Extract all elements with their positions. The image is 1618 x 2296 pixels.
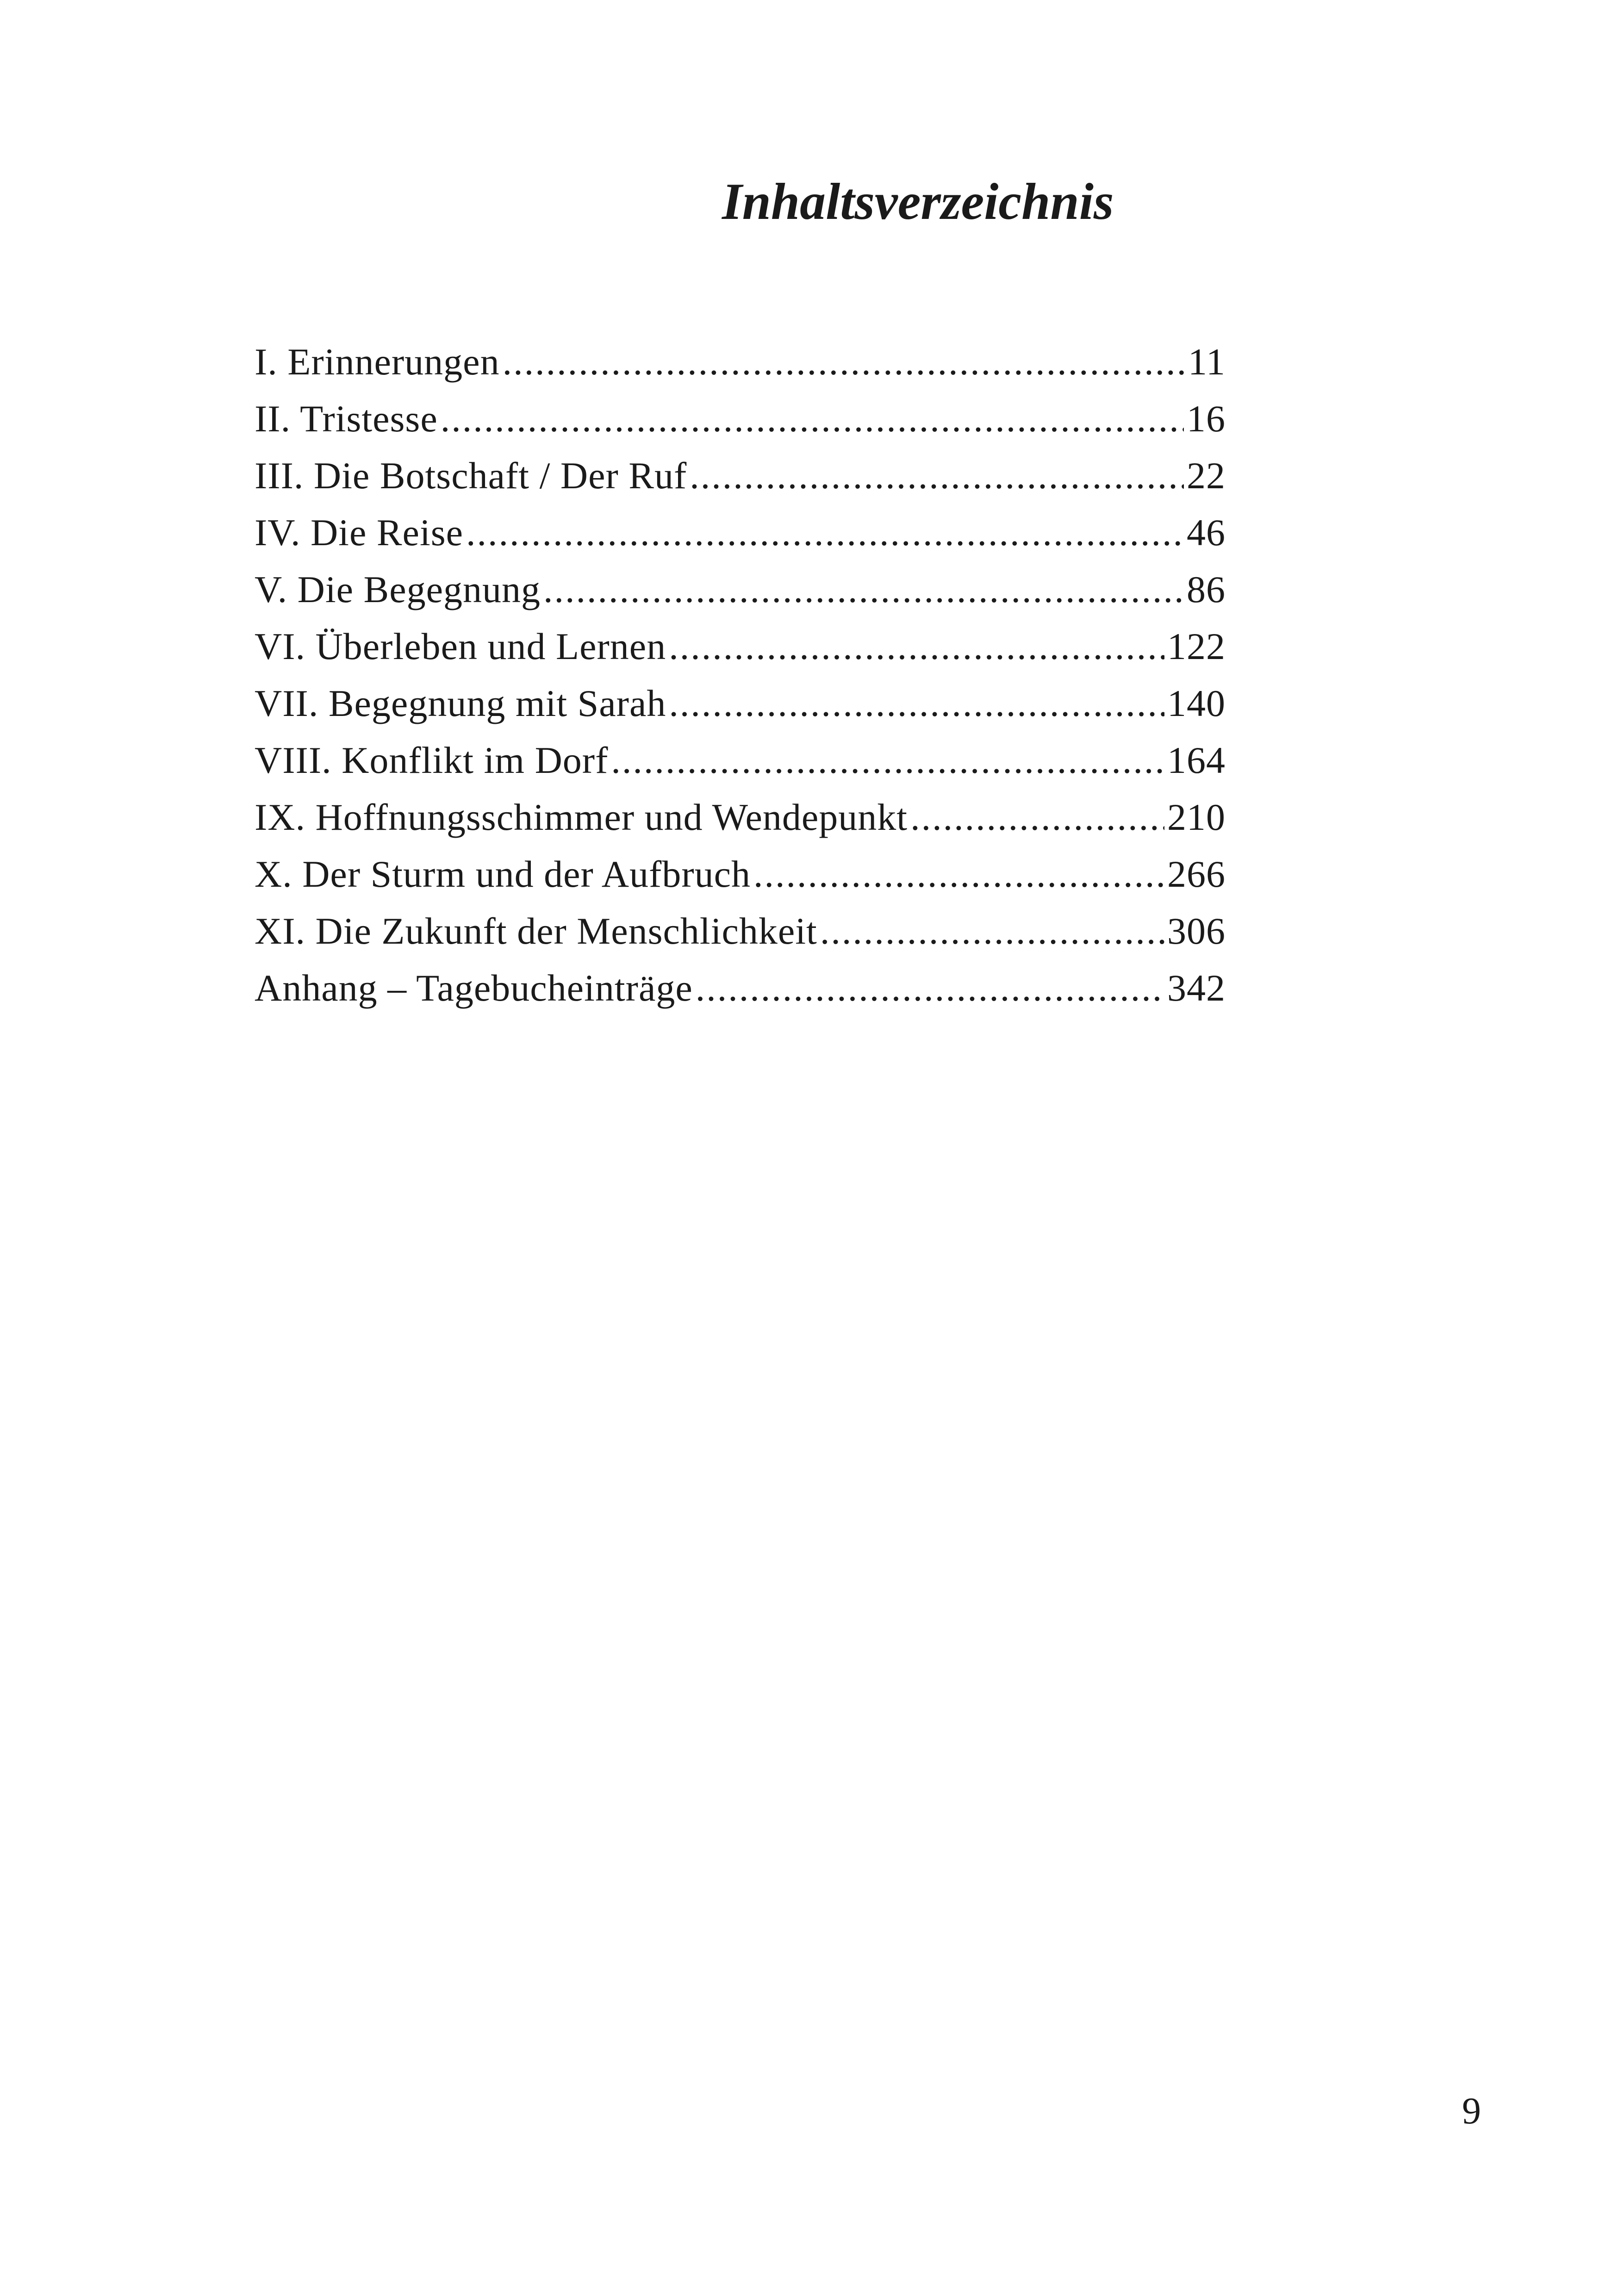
toc-entry-page: 342 — [1167, 967, 1226, 1009]
toc-entry-page: 164 — [1167, 739, 1226, 781]
toc-dot-leader — [753, 846, 1164, 902]
toc-entry-page: 210 — [1167, 796, 1226, 838]
toc-dot-leader — [611, 732, 1164, 789]
toc-entry-title: IV. Die Reise — [255, 511, 464, 554]
toc-dot-leader — [820, 902, 1164, 959]
toc-dot-leader — [696, 959, 1164, 1016]
toc-dot-leader — [690, 447, 1184, 504]
toc-entry — [255, 447, 1226, 504]
toc-entry — [255, 732, 1226, 789]
toc-entry — [255, 390, 1226, 447]
toc-dot-leader — [466, 504, 1184, 561]
page-number: 9 — [1462, 2090, 1481, 2132]
toc-entry — [255, 333, 1226, 390]
toc-entry-title: IX. Hoffnungsschimmer und Wendepunkt — [255, 796, 908, 838]
toc-list — [255, 333, 1226, 1016]
toc-entry-title: X. Der Sturm und der Aufbruch — [255, 853, 751, 895]
toc-entry-title: Anhang – Tagebucheinträge — [255, 967, 693, 1009]
toc-entry — [255, 789, 1226, 846]
toc-heading: Inhaltsverzeichnis — [722, 173, 1114, 230]
toc-entry-title: VII. Begegnung mit Sarah — [255, 682, 666, 724]
toc-entry-page: 46 — [1187, 511, 1226, 554]
toc-entry-page: 22 — [1187, 454, 1226, 497]
toc-entry — [255, 504, 1226, 561]
toc-entry — [255, 618, 1226, 675]
toc-entry-title: III. Die Botschaft / Der Ruf — [255, 454, 687, 497]
toc-entry-page: 11 — [1188, 341, 1226, 383]
toc-entry-title: XI. Die Zukunft der Menschlichkeit — [255, 910, 817, 952]
toc-entry — [255, 959, 1226, 1016]
toc-dot-leader — [543, 561, 1184, 618]
toc-entry — [255, 561, 1226, 618]
toc-entry-title: II. Tristesse — [255, 398, 438, 440]
toc-entry — [255, 902, 1226, 959]
toc-entry-page: 306 — [1167, 910, 1226, 952]
toc-dot-leader — [503, 333, 1185, 390]
toc-entry-title: I. Erinnerungen — [255, 341, 500, 383]
toc-entry-title: V. Die Begegnung — [255, 568, 541, 610]
toc-entry-page: 16 — [1187, 398, 1226, 440]
toc-entry-page: 140 — [1167, 682, 1226, 724]
toc-dot-leader — [910, 789, 1164, 846]
toc-entry-page: 266 — [1167, 853, 1226, 895]
toc-entry — [255, 846, 1226, 902]
toc-entry-page: 122 — [1167, 625, 1226, 667]
toc-entry-page: 86 — [1187, 568, 1226, 610]
toc-dot-leader — [669, 675, 1164, 732]
toc-dot-leader — [441, 390, 1184, 447]
toc-entry-title: VIII. Konflikt im Dorf — [255, 739, 609, 781]
toc-dot-leader — [669, 618, 1164, 675]
toc-entry-title: VI. Überleben und Lernen — [255, 625, 666, 667]
toc-entry — [255, 675, 1226, 732]
